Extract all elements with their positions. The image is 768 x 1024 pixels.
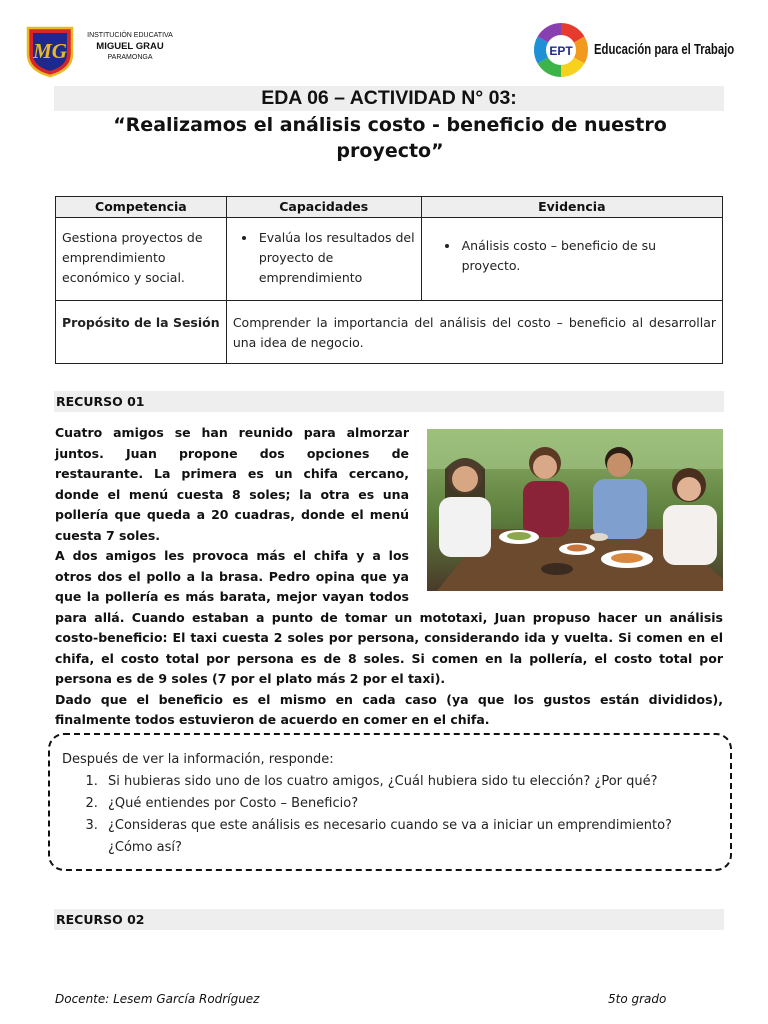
questions-box <box>48 733 732 871</box>
activity-subtitle: “Realizamos el análisis costo - beneficio de nuestro proyecto” <box>113 114 667 162</box>
footer-grado: 5to grado <box>608 992 667 1006</box>
question-item: 3. ¿Consideras que este análisis es necesario cuando se va a iniciar un emprendimiento? ¿Cómo así? <box>102 815 716 859</box>
cell-evidencia <box>421 218 722 301</box>
ept-title: Educación para el Trabajo <box>594 42 735 58</box>
ept-logo-text: EPT <box>549 44 573 58</box>
capacidad-item: • Evalúa los resultados del proyecto de emprendimiento <box>257 228 415 288</box>
recurso01-label: RECURSO 01 <box>54 391 724 412</box>
table-row <box>56 218 723 301</box>
table-row <box>56 301 723 364</box>
ept-gear-logo <box>532 22 590 78</box>
header-evidencia: Evidencia <box>421 197 722 218</box>
school-line3: PARAMONGA <box>107 54 153 61</box>
table-header-row <box>56 197 723 218</box>
school-shield-logo <box>24 24 76 78</box>
questions-list <box>62 771 716 859</box>
narrative-paragraph: Cuatro amigos se han reunido para almorzar juntos. Juan propone dos opciones de restaurante. La primera es un chifa cercano, donde el menú cuesta 8 soles; la otra es una pollería que queda a 20 cuadras, donde el menú cuesta 7 soles. <box>55 425 409 543</box>
narrative-paragraph: A dos amigos les provoca más el chifa y a los otros dos el pollo a la brasa. Pedro opina que ya que la pollería es más barata, mejor vayan todos para allá. Cuando estaban a punto de tomar un mototaxi, Juan propuso hacer un análisis costo-beneficio: El taxi cuesta 2 soles por persona, considerando ida y vuelta. Si comen en el chifa, el costo total por persona es de 8 soles. Si comen en la pollería, el costo total por persona es de 9 soles (7 por el plato más 2 por el taxi). <box>55 548 723 686</box>
cell-capacidad <box>226 218 421 301</box>
school-line1: INSTITUCIÓN EDUCATIVA <box>87 32 173 39</box>
competency-table <box>55 196 723 364</box>
school-name <box>80 30 180 63</box>
proposito-label: Propósito de la Sesión <box>56 301 227 364</box>
mg-logo-text: MG <box>33 39 67 63</box>
header-capacidades: Capacidades <box>226 197 421 218</box>
recurso02-label: RECURSO 02 <box>54 909 724 930</box>
school-line2: MIGUEL GRAU <box>96 41 164 52</box>
narrative-paragraph: Dado que el beneficio es el mismo en cada caso (ya que los gustos están divididos), finalmente todos estuvieron de acuerdo en comer en el chifa. <box>55 691 723 727</box>
evidencia-item: • Análisis costo – beneficio de su proyecto. <box>460 236 716 276</box>
cell-competencia: Gestiona proyectos de emprendimiento económico y social. <box>56 218 227 301</box>
recurso01-narrative <box>55 423 723 731</box>
proposito-text: Comprender la importancia del análisis del costo – beneficio al desarrollar una idea de negocio. <box>226 301 722 364</box>
question-item: 1. Si hubieras sido uno de los cuatro amigos, ¿Cuál hubiera sido tu elección? ¿Por qué? <box>102 771 716 793</box>
footer-docente: Docente: Lesem García Rodríguez <box>55 992 260 1006</box>
activity-title: EDA 06 – ACTIVIDAD N° 03: <box>261 87 517 109</box>
header-competencia: Competencia <box>56 197 227 218</box>
questions-intro: Después de ver la información, responde: <box>62 752 334 767</box>
friends-lunch-photo <box>427 429 723 591</box>
question-item: 2. ¿Qué entiendes por Costo – Beneficio? <box>102 793 716 815</box>
